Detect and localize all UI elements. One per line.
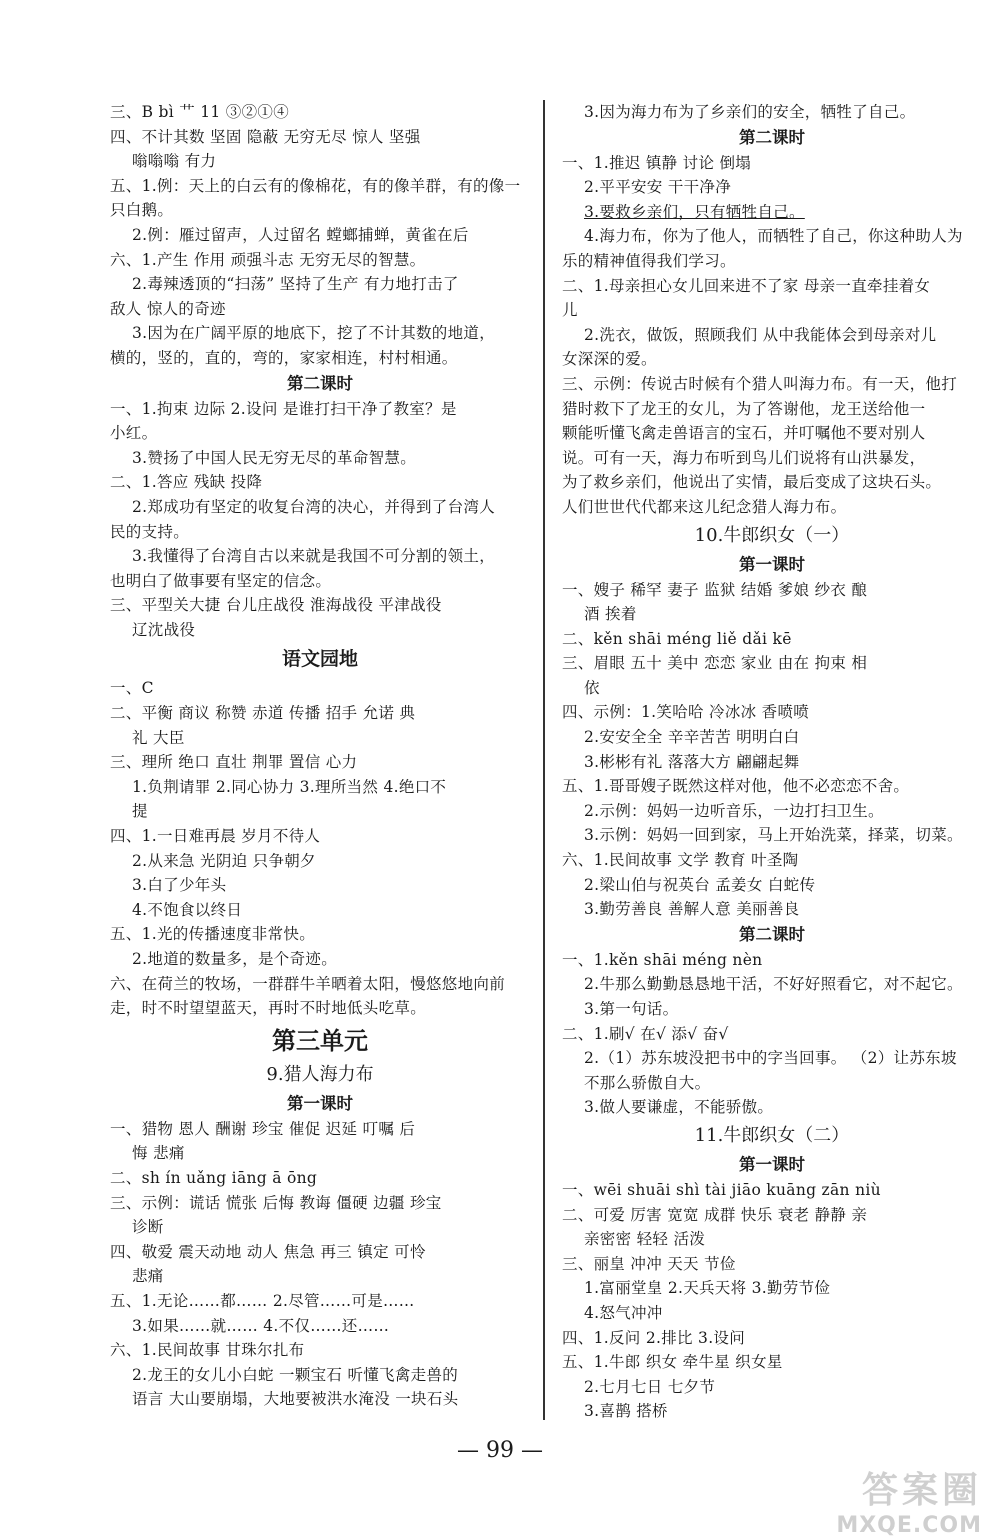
- answer-line: 三、理所 绝口 直壮 荆罪 置信 心力: [110, 753, 358, 772]
- answer-line: 4.海力布，你为了他人，而牺牲了自己，你这种助人为: [584, 227, 963, 246]
- watermark-logo: [836, 1462, 982, 1538]
- answer-line: 1.富丽堂皇 2.天兵天将 3.勤劳节俭: [584, 1279, 831, 1298]
- answer-line: 3.因为海力布为了乡亲们的安全，牺牲了自己。: [584, 103, 916, 121]
- answer-line: 嗡嗡嗡 有力: [132, 152, 217, 171]
- column-divider: [543, 100, 545, 1420]
- answer-line: 3.示例：妈妈一回到家，马上开始洗菜，择菜，切菜。: [584, 826, 963, 845]
- answer-line: 也明白了做事要有坚定的信念。: [110, 571, 332, 590]
- answer-line: 2.平平安安 干干净净: [584, 178, 732, 197]
- answer-line: 2.七月七日 七夕节: [584, 1377, 716, 1396]
- page-number: — 99 —: [457, 1438, 543, 1463]
- period-heading: 第一课时: [287, 1093, 353, 1113]
- answer-line: 2.郑成功有坚定的收复台湾的决心，并得到了台湾人: [132, 497, 495, 516]
- answer-line: 横的，竖的，直的，弯的，家家相连，村村相通。: [110, 348, 458, 367]
- answer-line: 2.梁山伯与祝英台 孟姜女 白蛇传: [584, 875, 816, 894]
- answer-line: 乐的精神值得我们学习。: [562, 251, 736, 270]
- answer-line: 三、示例：传说古时候有个猎人叫海力布。有一天，他打: [562, 374, 958, 393]
- answer-line: 五、1.无论……都…… 2.尽管……可是……: [110, 1291, 415, 1310]
- answer-line: 3.喜鹊 搭桥: [584, 1402, 668, 1421]
- answer-line: 人们世世代代都来这儿纪念猎人海力布。: [562, 497, 847, 516]
- answer-line: 五、1.哥哥嫂子既然这样对他，他不必恋恋不舍。: [562, 777, 910, 796]
- lesson-heading: 9.猎人海力布: [266, 1063, 374, 1085]
- left-column: [110, 100, 530, 1412]
- period-heading: 第二课时: [739, 924, 805, 944]
- answer-line: 3.勤劳善良 善解人意 美丽善良: [584, 900, 800, 919]
- answer-line: 酒 挨着: [584, 605, 637, 624]
- answer-line: 4.怒气冲冲: [584, 1303, 663, 1322]
- answer-line: 2.牛那么勤勤恳恳地干活，不好好照看它，对不起它。: [584, 975, 963, 994]
- answer-line: 猎时救下了龙王的女儿，为了答谢他，龙王送给他一: [562, 399, 926, 418]
- answer-line: 二、1.答应 残缺 投降: [110, 473, 263, 492]
- answer-line: 依: [584, 678, 600, 697]
- answer-line: 一、C: [110, 679, 154, 698]
- answer-line: 辽沈战役: [132, 620, 196, 639]
- answer-line: 2.洗衣，做饭，照顾我们 从中我能体会到母亲对儿: [584, 325, 937, 344]
- answer-line: 儿: [562, 301, 578, 320]
- answer-line: 悲痛: [132, 1267, 164, 1286]
- answer-line: 一、wēi shuāi shì tài jiāo kuāng zān niù: [562, 1180, 881, 1199]
- answer-line: 3.彬彬有礼 落落大方 翩翩起舞: [584, 752, 800, 771]
- answer-line: 3.第一句话。: [584, 1000, 679, 1018]
- watermark-logo-text: 答案圈: [861, 1470, 982, 1511]
- answer-line: 六、1.产生 作用 顽强斗志 无穷无尽的智慧。: [110, 250, 426, 269]
- answer-line: 五、1.光的传播速度非常快。: [110, 925, 315, 944]
- answer-line: 亲密密 轻轻 活泼: [584, 1230, 706, 1249]
- answer-line: 为了救乡亲们，他说出了实情，最后变成了这块石头。: [562, 473, 942, 492]
- answer-line: 小红。: [110, 424, 158, 443]
- period-heading: 第二课时: [739, 127, 805, 147]
- answer-line: 3.要救乡亲们，只有牺牲自己。: [584, 202, 805, 221]
- right-column: [562, 100, 982, 1424]
- answer-line: 四、1.反问 2.排比 3.设问: [562, 1328, 746, 1347]
- answer-line: 四、示例：1.笑哈哈 冷冰冰 香喷喷: [562, 703, 810, 722]
- unit-heading: 第三单元: [272, 1025, 368, 1055]
- section-heading: 语文园地: [281, 648, 358, 671]
- answer-line: 3.做人要谦虚，不能骄傲。: [584, 1098, 774, 1117]
- answer-line: 一、1.拘束 边际 2.设问 是谁打扫干净了教室？是: [110, 399, 457, 418]
- answer-line: 颗能听懂飞禽走兽语言的宝石，并叮嘱他不要对别人: [562, 424, 926, 443]
- answer-line: 五、1.牛郎 织女 牵牛星 织女星: [562, 1353, 783, 1372]
- answer-line: 一、1.kěn shāi méng nèn: [562, 950, 763, 969]
- answer-line: 2.安安全全 辛辛苦苦 明明白白: [584, 728, 800, 747]
- answer-line: 六、1.民间故事 文学 教育 叶圣陶: [562, 851, 799, 870]
- answer-line: 三、示例：谎话 慌张 后悔 教诲 僵硬 边疆 珍宝: [110, 1193, 442, 1212]
- answer-line: 2.毒辣透顶的“扫荡” 坚持了生产 有力地打击了: [132, 275, 459, 294]
- answer-line: 3.如果……就…… 4.不仅……还……: [132, 1316, 390, 1335]
- answer-line: 四、敬爱 震天动地 动人 焦急 再三 镇定 可怜: [110, 1242, 426, 1261]
- answer-line: 二、1.母亲担心女儿回来进不了家 母亲一直牵挂着女: [562, 276, 931, 295]
- answer-line: 一、猎物 恩人 酬谢 珍宝 催促 迟延 叮嘱 后: [110, 1119, 416, 1138]
- answer-line: 四、1.一日难再晨 岁月不待人: [110, 827, 321, 846]
- answer-line: 诊断: [132, 1218, 164, 1237]
- answer-line: 只白鹅。: [110, 201, 174, 220]
- answer-line: 二、sh ín uǎng iāng ā ōng: [110, 1168, 318, 1187]
- answer-line: 礼 大臣: [132, 728, 185, 747]
- answer-line: 语言 大山要崩塌，大地要被洪水淹没 一块石头: [132, 1390, 459, 1409]
- answer-line: 2.示例：妈妈一边听音乐，一边打扫卫生。: [584, 801, 884, 820]
- answer-line: 三、B bì 艹 11 ③②①④: [110, 103, 290, 121]
- answer-line: 1.负荆请罪 2.同心协力 3.理所当然 4.绝口不: [132, 777, 447, 796]
- answer-line: 2.龙王的女儿小白蛇 一颗宝石 听懂飞禽走兽的: [132, 1365, 459, 1384]
- answer-line: 一、嫂子 稀罕 妻子 监狱 结婚 爹娘 纱衣 酿: [562, 580, 868, 599]
- period-heading: 第一课时: [739, 1154, 805, 1174]
- answer-line: 民的支持。: [110, 522, 190, 541]
- answer-line: 2.从来急 光阴迫 只争朝夕: [132, 851, 316, 870]
- answer-line: 三、平型关大捷 台儿庄战役 淮海战役 平津战役: [110, 596, 442, 615]
- lesson-heading: 11.牛郎织女（二）: [694, 1124, 850, 1146]
- lesson-heading: 10.牛郎织女（一）: [694, 524, 850, 546]
- answer-line: 2.（1）苏东坡没把书中的字当回事。 （2）让苏东坡: [584, 1049, 957, 1068]
- answer-line: 三、眉眼 五十 美中 恋恋 家业 由在 拘束 相: [562, 654, 868, 673]
- answer-line: 三、丽皇 冲冲 天天 节俭: [562, 1254, 736, 1273]
- answer-line: 六、1.民间故事 甘珠尔扎布: [110, 1341, 305, 1360]
- period-heading: 第一课时: [739, 554, 805, 574]
- answer-line: 2.地道的数量多，是个奇迹。: [132, 950, 337, 968]
- answer-line: 3.赞扬了中国人民无穷无尽的革命智慧。: [132, 448, 416, 467]
- answer-line: 4.不饱食以终日: [132, 900, 243, 919]
- answer-line: 四、不计其数 坚固 隐蔽 无穷无尽 惊人 坚强: [110, 127, 421, 146]
- answer-line: 3.因为在广阔平原的地底下，挖了不计其数的地道，: [132, 324, 495, 343]
- answer-line: 二、1.刷√ 在√ 添√ 奋√: [562, 1024, 729, 1043]
- answer-line: 悔 悲痛: [132, 1144, 185, 1163]
- answer-line: 3.白了少年头: [132, 876, 227, 895]
- answer-line: 3.我懂得了台湾自古以来就是我国不可分割的领土，: [132, 547, 495, 566]
- answer-line: 说。可有一天，海力布听到鸟儿们说将有山洪暴发，: [562, 448, 926, 467]
- answer-line: 二、平衡 商议 称赞 赤道 传播 招手 允诺 典: [110, 704, 416, 723]
- answer-line: 走，时不时望望蓝天，再时不时地低头吃草。: [110, 999, 427, 1018]
- answer-line: 二、可爱 厉害 宽宽 成群 快乐 衰老 静静 亲: [562, 1205, 868, 1224]
- answer-line: 敌人 惊人的奇迹: [110, 299, 226, 318]
- answer-line: 六、在荷兰的牧场，一群群牛羊晒着太阳，慢悠悠地向前: [110, 974, 506, 993]
- watermark-url: MXQE.COM: [836, 1513, 982, 1538]
- answer-line: 一、1.推迟 镇静 讨论 倒塌: [562, 153, 752, 172]
- answer-line: 女深深的爱。: [562, 350, 657, 369]
- answer-line: 不那么骄傲自大。: [584, 1073, 711, 1092]
- period-heading: 第二课时: [287, 373, 353, 393]
- answer-line: 提: [132, 802, 148, 821]
- answer-line: 五、1.例：天上的白云有的像棉花，有的像羊群，有的像一: [110, 176, 521, 195]
- answer-line: 二、kěn shāi méng liě dǎi kē: [562, 629, 792, 648]
- answer-line: 2.例：雁过留声，人过留名 螳螂捕蝉，黄雀在后: [132, 225, 469, 244]
